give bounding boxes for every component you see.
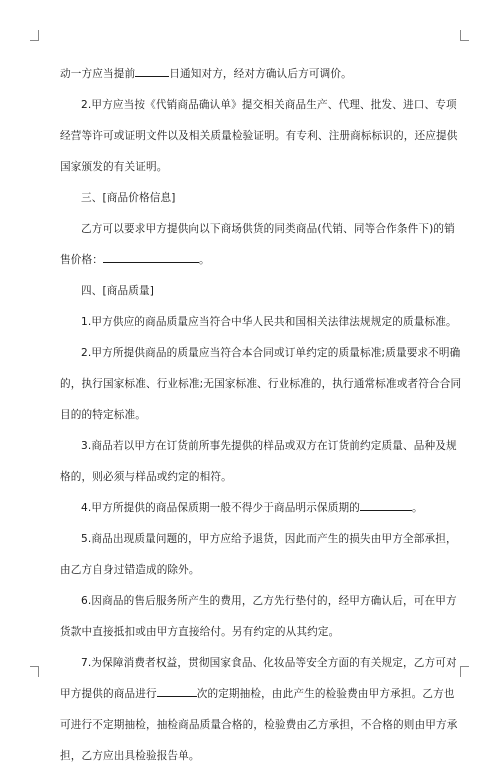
- text-segment: 。: [412, 502, 423, 514]
- crop-mark-bottom-left: [30, 666, 39, 677]
- text-line: 3.商品若以甲方在订货前所事先提供的样品或双方在订货前约定质量、品种及规: [81, 440, 457, 452]
- text-line: 1.甲方供应的商品质量应当符合中华人民共和国相关法律法规规定的质量标准。: [81, 316, 457, 328]
- text-line: 担，乙方应出具检验报告单。: [60, 750, 200, 762]
- fill-in-blank: [103, 250, 199, 263]
- text-line: 5.商品出现质量问题的，甲方应给予退货，因此而产生的损失由甲方全部承担，: [81, 533, 457, 545]
- section-heading: 三、[商品价格信息]: [81, 192, 176, 204]
- fill-in-blank: [157, 684, 197, 697]
- text-line: 国家颁发的有关证明。: [60, 161, 168, 173]
- text-line: 2.甲方应当按《代销商品确认单》提交相关商品生产、代理、批发、进口、专项: [81, 99, 457, 111]
- text-line: [60, 496, 440, 521]
- text-segment: 动一方应当提前: [60, 68, 136, 80]
- fill-in-blank: [135, 64, 169, 77]
- document-body: [60, 62, 462, 769]
- text-line: 可进行不定期抽检，抽检商品质量合格的，检验费由乙方承担，不合格的则由甲方承: [60, 719, 458, 731]
- text-line: [60, 62, 440, 87]
- crop-mark-top-right: [460, 30, 469, 41]
- section-heading: 四、[商品质量]: [81, 285, 155, 297]
- crop-mark-bottom-right: [460, 666, 469, 677]
- text-line: 格的，则必须与样品或约定的相符。: [60, 471, 232, 483]
- text-line: 乙方可以要求甲方提供向以下商场供货的同类商品(代销、同等合作条件下)的销: [81, 223, 455, 235]
- text-line: 的，执行国家标准、行业标准;无国家标准、行业标准的，执行通常标准或者符合合同: [60, 378, 462, 390]
- fill-in-blank: [360, 498, 412, 511]
- text-line: 货款中直接抵扣或由甲方直接给付。另有约定的从其约定。: [60, 626, 340, 638]
- crop-mark-top-left: [30, 30, 39, 41]
- text-line: 目的的特定标准。: [60, 409, 146, 421]
- text-segment: 4.甲方所提供的商品保质期一般不得少于商品明示保质期的: [81, 502, 360, 514]
- text-segment: 次的定期抽检，由此产生的检验费由甲方承担。乙方也: [196, 688, 455, 700]
- text-segment: 售价格：: [60, 254, 103, 266]
- text-segment: 甲方提供的商品进行: [60, 688, 157, 700]
- text-line: [60, 682, 455, 707]
- text-line: 由乙方自身过错造成的除外。: [60, 564, 200, 576]
- text-line: 经营等许可或证明文件以及相关质量检验证明。有专利、注册商标标识的，还应提供: [60, 130, 458, 142]
- text-line: 7.为保障消费者权益，贯彻国家食品、化妆品等安全方面的有关规定，乙方可对: [81, 657, 457, 669]
- text-line: [60, 248, 440, 273]
- text-line: 6.因商品的售后服务所产生的费用，乙方先行垫付的，经甲方确认后，可在甲方: [81, 595, 457, 607]
- text-line: 2.甲方所提供商品的质量应当符合本合同或订单约定的质量标准;质量要求不明确: [81, 347, 461, 359]
- text-segment: 。: [198, 254, 210, 266]
- text-segment: 日通知对方，经对方确认后方可调价。: [169, 68, 352, 80]
